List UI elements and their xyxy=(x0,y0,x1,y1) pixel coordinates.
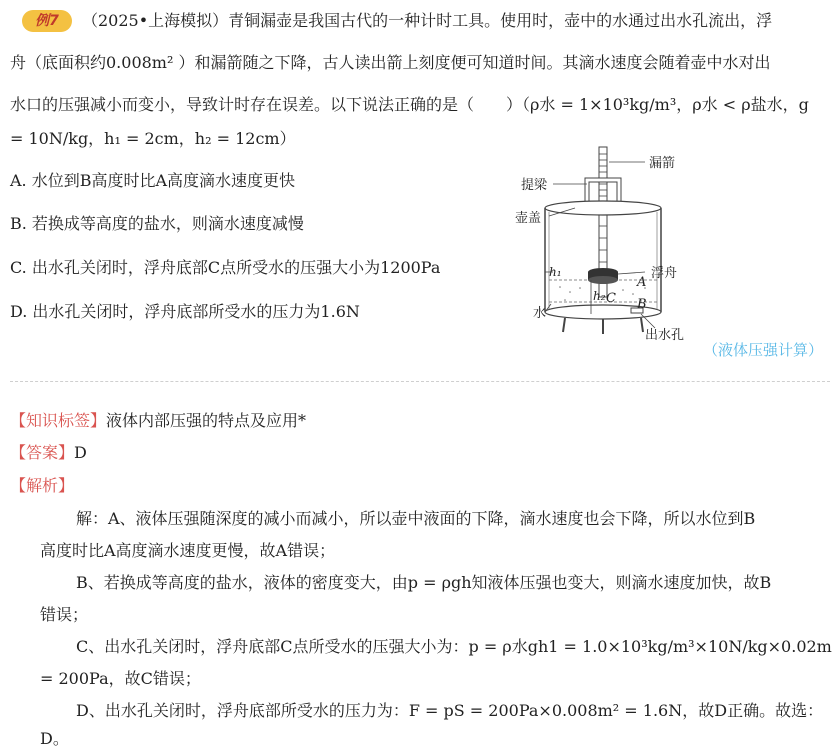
solution-line-5: C、出水孔关闭时，浮舟底部C点所受水的压强大小为：p = ρ水gh1 = 1.0×10³kg/m³×10N/kg×0.02m xyxy=(76,637,832,656)
solution-line-4: 错误； xyxy=(40,605,89,624)
knowledge-label: 【知识标签】 xyxy=(10,411,107,430)
option-d: D. 出水孔关闭时，浮舟底部所受水的压力为1.6N xyxy=(10,302,360,321)
option-c: C. 出水孔关闭时，浮舟底部C点所受水的压强大小为1200Pa xyxy=(10,258,441,277)
topic-tag: （液体压强计算） xyxy=(702,341,823,359)
explain-label: 【解析】 xyxy=(10,476,75,495)
label-arrow: 漏箭 xyxy=(649,156,676,171)
label-beam: 提梁 xyxy=(521,178,548,193)
answer-text: D xyxy=(74,443,87,462)
answer-row xyxy=(10,442,87,464)
pot-lid xyxy=(545,201,661,215)
question-line-4: = 10N/kg，h₁ = 2cm，h₂ = 12cm） xyxy=(10,129,296,148)
example-badge: 例7 xyxy=(22,10,72,32)
knowledge-text: 液体内部压强的特点及应用* xyxy=(106,411,307,430)
explain-row xyxy=(10,475,74,497)
solution-line-3: B、若换成等高度的盐水，液体的密度变大，由p = ρgh知液体压强也变大，则滴水速度加快，故B xyxy=(76,573,772,592)
water-clock-diagram xyxy=(505,142,705,347)
label-water: 水 xyxy=(533,306,547,321)
option-b: B. 若换成等高度的盐水，则滴水速度减慢 xyxy=(10,214,304,233)
solution-line-7: D、出水孔关闭时，浮舟底部所受水的压力为：F = pS = 200Pa×0.008m² = 1.6N，故D正确。故选： xyxy=(76,701,824,720)
label-lid: 壶盖 xyxy=(515,211,542,226)
knowledge-row xyxy=(10,410,306,432)
label-boat: 浮舟 xyxy=(651,266,678,281)
label-h2: h₂ xyxy=(593,289,606,303)
label-h1: h₁ xyxy=(549,265,562,279)
option-a: A. 水位到B高度时比A高度滴水速度更快 xyxy=(10,171,296,190)
question-line-1: （2025•上海模拟）青铜漏壶是我国古代的一种计时工具。使用时，壶中的水通过出水孔流出，浮 xyxy=(82,11,773,30)
answer-label: 【答案】 xyxy=(10,443,75,462)
label-outlet: 出水孔 xyxy=(645,328,685,343)
solution-line-6: = 200Pa，故C错误； xyxy=(40,669,201,688)
label-point-a: A xyxy=(637,275,647,290)
solution-line-8: D。 xyxy=(40,729,69,748)
solution-line-1: 解：A、液体压强随深度的减小而减小，所以壶中液面的下降，滴水速度也会下降，所以水位到B xyxy=(76,509,756,528)
question-line-3: 水口的压强减小而变小，导致计时存在误差。以下说法正确的是（ ）（ρ水 = 1×10³kg/m³，ρ水 < ρ盐水，g xyxy=(10,95,809,114)
section-divider xyxy=(10,381,830,382)
question-line-2: 舟（底面积约0.008m² ）和漏箭随之下降，古人读出箭上刻度便可知道时间。其滴水速度会随着壶中水对出 xyxy=(10,53,771,72)
solution-line-2: 高度时比A高度滴水速度更慢，故A错误； xyxy=(40,541,336,560)
label-point-c: C xyxy=(606,291,616,306)
label-point-b: B xyxy=(637,297,647,312)
